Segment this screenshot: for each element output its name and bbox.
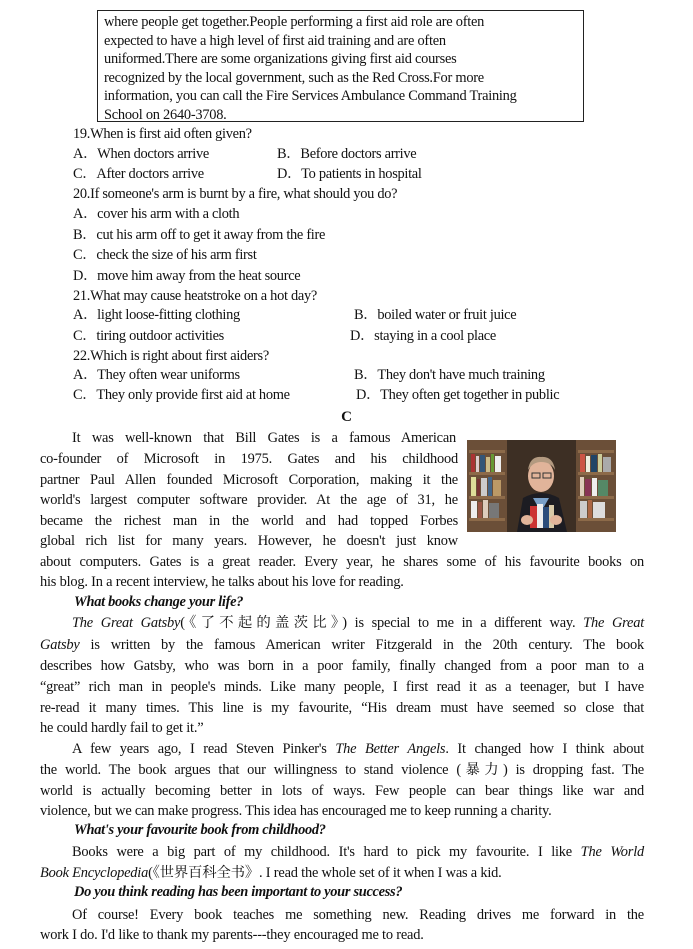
box-line: School on 2640-3708. <box>104 106 227 123</box>
section-label: C <box>341 409 352 425</box>
q22-option-a[interactable]: A．They often wear uniforms <box>73 367 240 383</box>
text-line: co-founder of Microsoft in 1975. Gates and his childhood <box>40 451 458 467</box>
text-line: the world. The book argues that our willingness to stand violence (暴力) is dropping fast. The <box>40 762 644 778</box>
q20-option-a[interactable]: A．cover his arm with a cloth <box>73 206 240 222</box>
text-line: It was well-known that Bill Gates is a famous American <box>72 430 456 446</box>
text-span: A few years ago, I read Steven Pinker's <box>72 741 336 757</box>
passage-box <box>97 10 584 122</box>
book-title: The World <box>580 844 644 860</box>
question-22-stem: 22.Which is right about first aiders? <box>73 348 269 364</box>
q20-option-d[interactable]: D．move him away from the heat source <box>73 268 301 284</box>
q20-option-b[interactable]: B．cut his arm off to get it away from the fire <box>73 227 326 243</box>
book-title: The Great <box>583 615 644 631</box>
box-line: expected to have a high level of first aid training and are often <box>104 32 446 49</box>
book-title: Gatsby <box>40 637 80 653</box>
q22-option-b[interactable]: B．They don't have much training <box>354 367 545 383</box>
text-span: Books were a big part of my childhood. It's hard to pick my favourite. I like <box>72 844 581 860</box>
text-line: global rich list for many years. However, he doesn't just know <box>40 533 458 549</box>
box-line: recognized by the local government, such as the Red Cross.For more <box>104 69 484 86</box>
box-line: uniformed.There are some organizations giving first aid courses <box>104 51 457 68</box>
text-line: re-read it many times. This line is my favourite, “His dream must have seemed so close that <box>40 700 644 716</box>
text-line: world is actually becoming better in lots of ways. Few people can bear things like war and <box>40 783 644 799</box>
q21-option-a[interactable]: A．light loose-fitting clothing <box>73 307 240 323</box>
q19-option-a[interactable]: A．When doctors arrive <box>73 146 209 162</box>
q20-option-c[interactable]: C．check the size of his arm first <box>73 247 257 263</box>
question-21-stem: 21.What may cause heatstroke on a hot day? <box>73 288 317 304</box>
text-line: world's largest computer software provider. At the age of 31, he <box>40 492 458 508</box>
text-line: “great” rich man in people's minds. Like many people, I first read it as a teenager, but I have <box>40 679 644 695</box>
question-heading-2: What's your favourite book from childhood? <box>74 822 326 838</box>
question-20-stem: 20.If someone's arm is burnt by a fire, what should you do? <box>73 186 398 202</box>
question-19-stem: 19.When is first aid often given? <box>73 126 252 142</box>
text-span: (《了不起的盖茨比》) is special to me in a different way. <box>180 615 584 631</box>
text-line: his blog. In a recent interview, he talks about his love for reading. <box>40 574 404 590</box>
q22-option-d[interactable]: D．They often get together in public <box>356 387 560 403</box>
text-line: describes how Gatsby, who was born in a poor family, finally changed from a poor man to a <box>40 658 644 674</box>
text-line: about computers. Gates is a great reader. Every year, he shares some of his favourite books on <box>40 554 644 570</box>
box-line: where people get together.People performing a first aid role are often <box>104 14 485 30</box>
text-line: became the richest man in the world and had topped Forbes <box>40 513 458 529</box>
text-line: partner Paul Allen founded Microsoft Corporation, making it the <box>40 472 458 488</box>
box-line: information, you can call the Fire Services Ambulance Command Training <box>104 88 517 105</box>
text-span: is written by the famous American writer Fitzgerald in the 20th century. The book <box>79 637 644 653</box>
book-title: Book Encyclopedia <box>40 865 149 881</box>
question-heading-1: What books change your life? <box>74 594 244 610</box>
q22-option-c[interactable]: C．They only provide first aid at home <box>73 387 290 403</box>
text-span: (《世界百科全书》. I read the whole set of it when I was a kid. <box>148 865 502 881</box>
question-heading-3: Do you think reading has been important to your success? <box>74 884 403 900</box>
text-line: work I do. I'd like to thank my parents---they encouraged me to read. <box>40 927 424 943</box>
text-line: violence, but we can make progress. This idea has encouraged me to keep running a charity. <box>40 803 552 819</box>
book-title: The Better Angels <box>335 741 446 757</box>
text-line <box>72 843 644 861</box>
text-span: . It changed how I think about <box>445 741 645 757</box>
q21-option-b[interactable]: B．boiled water or fruit juice <box>354 307 517 323</box>
text-line <box>40 636 644 654</box>
text-line: Of course! Every book teaches me something new. Reading drives me forward in the <box>72 907 644 923</box>
q19-option-d[interactable]: D．To patients in hospital <box>277 166 422 182</box>
bill-gates-photo <box>467 440 616 532</box>
text-line: he could hardly fail to get it.” <box>40 720 204 736</box>
book-title: The Great Gatsby <box>72 615 181 631</box>
text-line <box>72 614 644 632</box>
q19-option-c[interactable]: C．After doctors arrive <box>73 166 204 182</box>
q21-option-d[interactable]: D．staying in a cool place <box>350 328 496 344</box>
q19-option-b[interactable]: B．Before doctors arrive <box>277 146 417 162</box>
text-line <box>72 740 644 758</box>
text-line <box>40 864 644 882</box>
q21-option-c[interactable]: C．tiring outdoor activities <box>73 328 224 344</box>
